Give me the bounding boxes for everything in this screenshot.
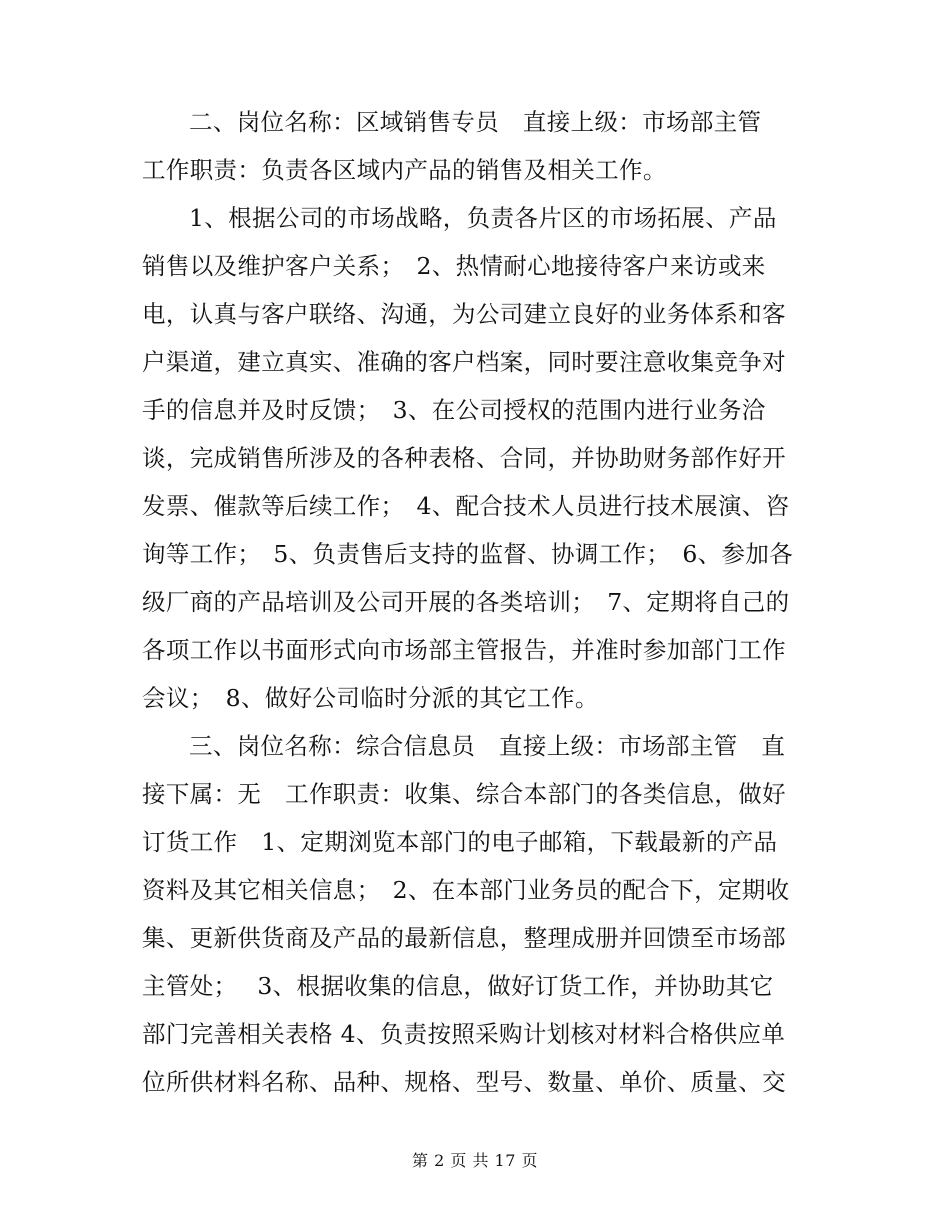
text-line: 销售以及维护客户关系； 2、热情耐心地接待客户来访或来 [142, 252, 766, 280]
text-line: 部门完善相关表格 4、负责按照采购计划核对材料合格供应单 [142, 1020, 786, 1048]
text-line: 三、岗位名称：综合信息员 直接上级：市场部主管 直 [189, 732, 786, 760]
text-line: 电，认真与客户联络、沟通，为公司建立良好的业务体系和客 [142, 300, 786, 328]
text-line: 二、岗位名称：区域销售专员 直接上级：市场部主管 [189, 108, 762, 136]
text-line: 主管处； 3、根据收集的信息，做好订货工作，并协助其它 [142, 972, 774, 1000]
text-line: 资料及其它相关信息； 2、在本部门业务员的配合下，定期收 [142, 876, 790, 904]
text-line: 谈，完成销售所涉及的各种表格、合同，并协助财务部作好开 [142, 444, 786, 472]
text-line: 工作职责：负责各区域内产品的销售及相关工作。 [142, 156, 667, 184]
text-line: 会议； 8、做好公司临时分派的其它工作。 [142, 684, 599, 712]
page-number-footer: 第 2 页 共 17 页 [412, 1151, 538, 1170]
text-line: 1、根据公司的市场战略，负责各片区的市场拓展、产品 [189, 204, 777, 232]
text-line: 询等工作； 5、负责售后支持的监督、协调工作； 6、参加各 [142, 540, 794, 568]
text-line: 手的信息并及时反馈； 3、在公司授权的范围内进行业务洽 [142, 396, 766, 424]
text-line: 集、更新供货商及产品的最新信息，整理成册并回馈至市场部 [142, 924, 786, 952]
text-line: 户渠道，建立真实、准确的客户档案，同时要注意收集竞争对 [142, 348, 786, 376]
text-line: 级厂商的产品培训及公司开展的各类培训； 7、定期将自己的 [142, 588, 790, 616]
text-line: 各项工作以书面形式向市场部主管报告，并准时参加部门工作 [142, 636, 786, 664]
text-line: 订货工作 1、定期浏览本部门的电子邮箱，下载最新的产品 [142, 828, 778, 856]
text-line: 位所供材料名称、品种、规格、型号、数量、单价、质量、交 [142, 1068, 786, 1096]
text-line: 接下属：无 工作职责：收集、综合本部门的各类信息，做好 [142, 780, 786, 808]
text-line: 发票、催款等后续工作； 4、配合技术人员进行技术展演、咨 [142, 492, 790, 520]
